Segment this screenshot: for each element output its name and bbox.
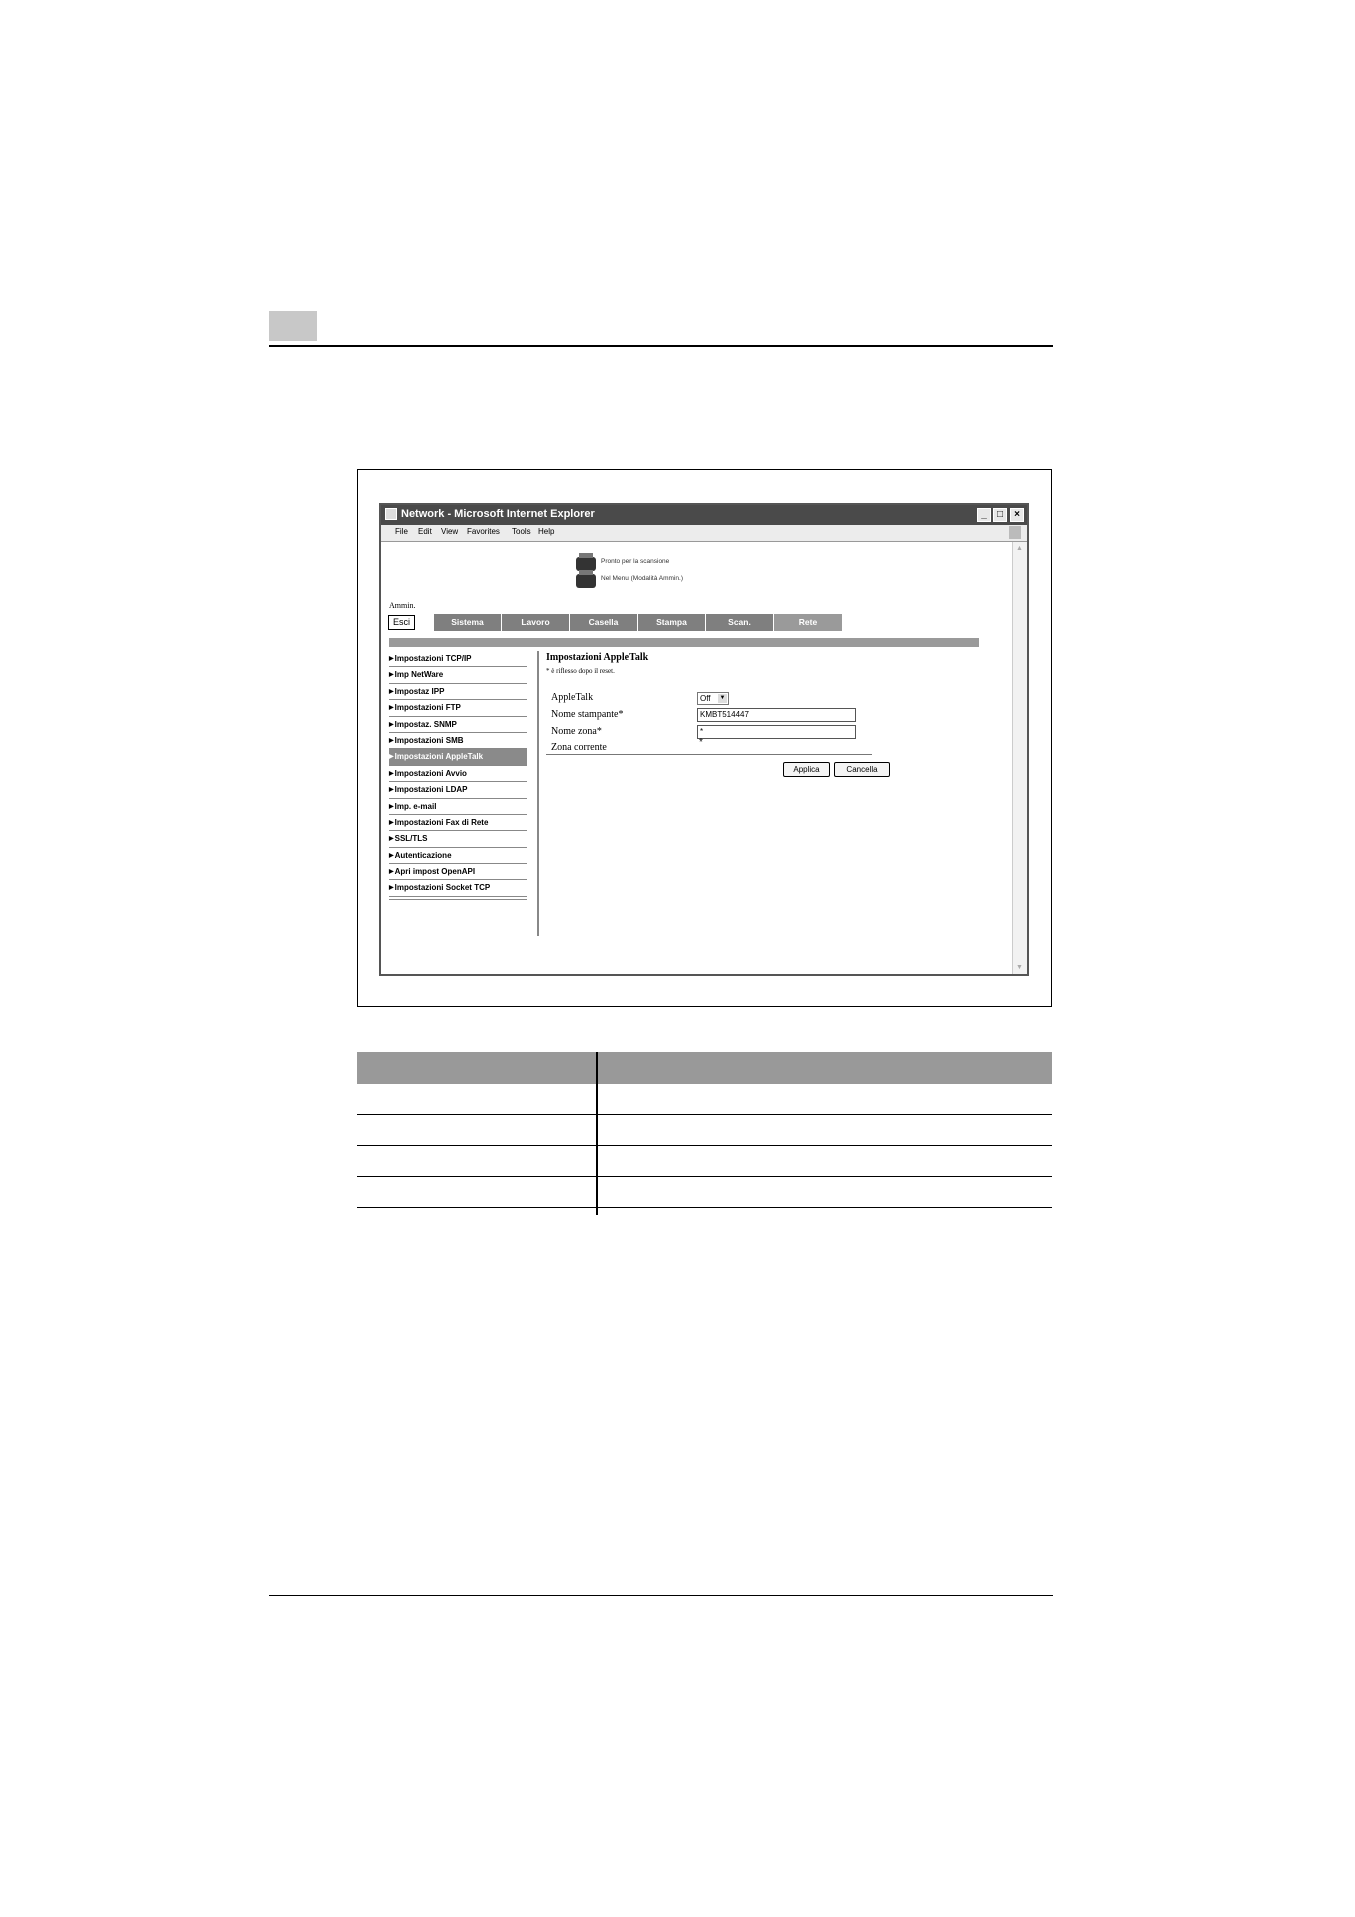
arrow-icon: ▶ bbox=[389, 705, 394, 712]
table-row bbox=[357, 1177, 1052, 1208]
scroll-down-icon[interactable]: ▼ bbox=[1016, 964, 1023, 971]
arrow-icon: ▶ bbox=[389, 836, 394, 843]
close-icon[interactable]: × bbox=[1010, 508, 1024, 522]
form-divider bbox=[546, 754, 872, 755]
section-bar bbox=[389, 638, 979, 647]
table-column-divider bbox=[596, 1052, 598, 1215]
appletalk-select-value: Off bbox=[700, 694, 711, 703]
sidebar-item-smb[interactable]: ▶Impostazioni SMB bbox=[389, 733, 527, 749]
sidebar-item-socket-tcp[interactable]: ▶Impostazioni Socket TCP bbox=[389, 880, 527, 896]
table-row bbox=[357, 1146, 1052, 1177]
title-bar bbox=[381, 505, 1027, 525]
arrow-icon: ▶ bbox=[389, 754, 394, 761]
appletalk-select[interactable] bbox=[697, 692, 729, 705]
sidebar-divider bbox=[537, 651, 539, 936]
arrow-icon: ▶ bbox=[389, 885, 394, 892]
sidebar-item-tcpip[interactable]: ▶Impostazioni TCP/IP bbox=[389, 651, 527, 667]
zone-name-input[interactable]: * bbox=[697, 725, 856, 739]
menu-edit[interactable]: Edit bbox=[418, 527, 432, 536]
menu-favorites[interactable]: Favorites bbox=[467, 527, 500, 536]
sidebar-item-autenticazione[interactable]: ▶Autenticazione bbox=[389, 848, 527, 864]
window-title: Network - Microsoft Internet Explorer bbox=[401, 508, 595, 520]
cancel-button[interactable]: Cancella bbox=[834, 762, 890, 777]
admin-label: Ammin. bbox=[389, 601, 416, 610]
tab-sistema[interactable]: Sistema bbox=[434, 614, 502, 631]
tab-stampa[interactable]: Stampa bbox=[638, 614, 706, 631]
exit-button[interactable]: Esci bbox=[388, 615, 415, 630]
sidebar-item-ftp[interactable]: ▶Impostazioni FTP bbox=[389, 700, 527, 716]
arrow-icon: ▶ bbox=[389, 787, 394, 794]
browser-window bbox=[379, 503, 1029, 976]
tab-rete[interactable]: Rete bbox=[774, 614, 843, 631]
arrow-icon: ▶ bbox=[389, 656, 394, 662]
sidebar-item-ldap[interactable]: ▶Impostazioni LDAP bbox=[389, 782, 527, 798]
arrow-icon: ▶ bbox=[389, 803, 394, 810]
page-content bbox=[381, 542, 1013, 974]
status-admin-mode: Nel Menu (Modalità Ammin.) bbox=[601, 575, 683, 582]
scroll-up-icon[interactable]: ▲ bbox=[1016, 545, 1023, 552]
chevron-down-icon[interactable]: ▼ bbox=[719, 695, 726, 701]
sidebar-bottom-rule bbox=[389, 897, 527, 900]
tab-casella[interactable]: Casella bbox=[570, 614, 638, 631]
menu-tools[interactable]: Tools bbox=[512, 527, 531, 536]
printer-ready-icon bbox=[576, 557, 596, 571]
sidebar-item-openapi[interactable]: ▶Apri impost OpenAPI bbox=[389, 864, 527, 880]
arrow-icon: ▶ bbox=[389, 672, 394, 679]
menu-bar bbox=[381, 525, 1027, 542]
arrow-icon: ▶ bbox=[389, 819, 394, 826]
windows-logo-icon bbox=[1009, 526, 1021, 539]
minimize-icon[interactable]: _ bbox=[977, 508, 991, 522]
table-row bbox=[357, 1115, 1052, 1146]
arrow-icon: ▶ bbox=[389, 737, 394, 744]
arrow-icon: ▶ bbox=[389, 721, 394, 728]
menu-help[interactable]: Help bbox=[538, 527, 555, 536]
status-ready: Pronto per la scansione bbox=[601, 558, 670, 565]
arrow-icon: ▶ bbox=[389, 688, 394, 695]
sidebar-item-ssl-tls[interactable]: ▶SSL/TLS bbox=[389, 831, 527, 847]
sidebar-item-email[interactable]: ▶Imp. e-mail bbox=[389, 799, 527, 815]
sidebar-item-snmp[interactable]: ▶Impostaz. SNMP bbox=[389, 717, 527, 733]
table-row bbox=[357, 1084, 1052, 1115]
sidebar-item-avvio[interactable]: ▶Impostazioni Avvio bbox=[389, 766, 527, 782]
ie-window-icon bbox=[385, 508, 397, 520]
reset-note: * è riflesso dopo il reset. bbox=[546, 667, 615, 675]
printer-name-label: Nome stampante* bbox=[551, 709, 624, 720]
footer-rule bbox=[269, 1595, 1053, 1596]
arrow-icon: ▶ bbox=[389, 852, 394, 859]
chapter-marker bbox=[269, 311, 317, 341]
tab-scan[interactable]: Scan. bbox=[706, 614, 774, 631]
arrow-icon: ▶ bbox=[389, 869, 394, 876]
appletalk-label: AppleTalk bbox=[551, 692, 594, 703]
table-header bbox=[357, 1052, 1052, 1084]
tab-lavoro[interactable]: Lavoro bbox=[502, 614, 570, 631]
page-title: Impostazioni AppleTalk bbox=[546, 652, 649, 663]
menu-view[interactable]: View bbox=[441, 527, 459, 536]
maximize-icon[interactable]: □ bbox=[993, 508, 1007, 522]
sidebar-item-appletalk[interactable]: ▶Impostazioni AppleTalk bbox=[389, 749, 527, 765]
printer-name-input[interactable]: KMBT514447 bbox=[697, 708, 856, 722]
sidebar-item-ipp[interactable]: ▶Impostaz IPP bbox=[389, 684, 527, 700]
printer-admin-icon bbox=[576, 574, 596, 588]
current-zone-value: * bbox=[699, 737, 703, 748]
arrow-icon: ▶ bbox=[389, 770, 394, 777]
sidebar-item-netware[interactable]: ▶Imp NetWare bbox=[389, 667, 527, 683]
sidebar bbox=[389, 651, 527, 900]
header-rule bbox=[269, 345, 1053, 347]
apply-button[interactable]: Applica bbox=[783, 762, 830, 777]
zone-name-label: Nome zona* bbox=[551, 726, 602, 737]
current-zone-label: Zona corrente bbox=[551, 742, 607, 753]
menu-file[interactable]: File bbox=[395, 527, 408, 536]
vertical-scrollbar[interactable] bbox=[1012, 542, 1027, 974]
settings-table bbox=[357, 1052, 1052, 1208]
sidebar-item-fax-di-rete[interactable]: ▶Impostazioni Fax di Rete bbox=[389, 815, 527, 831]
